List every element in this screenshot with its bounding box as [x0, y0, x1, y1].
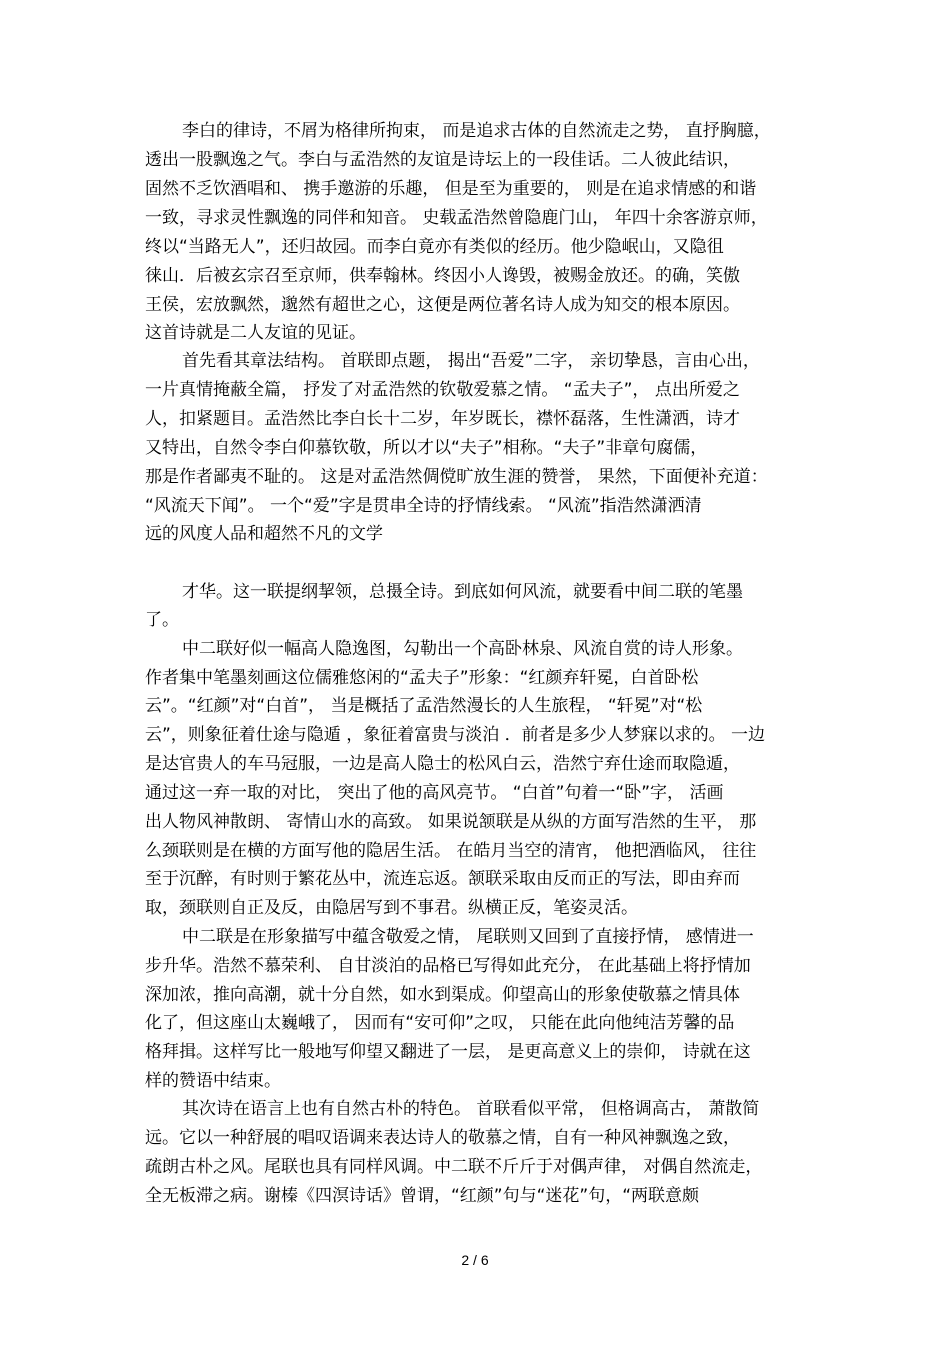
text-line: 才华。这一联提纲挈领，总摄全诗。到底如何风流，就要看中间二联的笔墨 — [182, 582, 743, 602]
text-line: 疏朗古朴之风。尾联也具有同样风调。中二联不斤斤于对偶声律， 对偶自然流走， — [145, 1157, 763, 1177]
text-line: 云”。“红颜”对“白首”， 当是概括了孟浩然漫长的人生旅程， “轩冕”对“松 — [145, 696, 703, 716]
text-line: 步升华。浩然不慕荣利、 自甘淡泊的品格已写得如此充分， 在此基础上将抒情加 — [145, 956, 751, 976]
text-line: 一片真情掩蔽全篇， 抒发了对孟浩然的钦敬爱慕之情。 “孟夫子”， 点出所爱之 — [145, 380, 740, 400]
text-line: 那是作者鄙夷不耻的。 这是对孟浩然倜傥旷放生涯的赞誉， 果然，下面便补充道： — [145, 467, 768, 487]
text-line: 一致，寻求灵性飘逸的同伴和知音。 史载孟浩然曾隐鹿门山， 年四十余客游京师， — [145, 208, 768, 228]
text-line: 这首诗就是二人友谊的见证。 — [145, 323, 366, 343]
text-line: 全无板滞之病。谢榛《四溟诗话》曾谓，“红颜”句与“迷花”句，“两联意颇 — [145, 1186, 700, 1206]
text-line: 中二联好似一幅高人隐逸图，勾勒出一个高卧林泉、风流自赏的诗人形象。 — [182, 639, 743, 659]
text-line: 固然不乏饮酒唱和、 携手邀游的乐趣， 但是至为重要的， 则是在追求情感的和谐 — [145, 179, 757, 199]
page-number: 2 / 6 — [461, 1252, 489, 1268]
text-line: 格拜揖。这样写比一般地写仰望又翻进了一层， 是更高意义上的崇仰， 诗就在这 — [145, 1042, 751, 1062]
text-line: 出人物风神散朗、 寄情山水的高致。 如果说颔联是从纵的方面写浩然的生平， 那 — [145, 812, 757, 832]
text-line: 其次诗在语言上也有自然古朴的特色。 首联看似平常， 但格调高古， 萧散简 — [182, 1099, 760, 1119]
text-line: 云”，则象征着仕途与隐遁 ，象征着富贵与淡泊 ．前者是多少人梦寐以求的。 一边 — [145, 725, 766, 745]
text-line: “风流天下闻”。 一个“爱”字是贯串全诗的抒情线索。 “风流”指浩然潇洒清 — [145, 496, 702, 516]
text-line: 徕山．后被玄宗召至京师，供奉翰林。终因小人谗毁，被赐金放还。的确，笑傲 — [145, 266, 740, 286]
text-line: 深加浓，推向高潮，就十分自然，如水到渠成。仰望高山的形象使敬慕之情具体 — [145, 985, 740, 1005]
text-line: 化了，但这座山太巍峨了， 因而有“安可仰”之叹， 只能在此向他纯洁芳馨的品 — [145, 1013, 735, 1033]
text-line: 样的赞语中结束。 — [145, 1071, 281, 1091]
text-line: 是达官贵人的车马冠服，一边是高人隐士的松风白云，浩然宁弃仕途而取隐遁， — [145, 754, 740, 774]
text-line: 王侯，宏放飘然，邈然有超世之心，这便是两位著名诗人成为知交的根本原因。 — [145, 295, 740, 315]
text-line: 远的风度人品和超然不凡的文学 — [145, 524, 383, 544]
text-line: 透出一股飘逸之气。李白与孟浩然的友谊是诗坛上的一段佳话。二人彼此结识， — [145, 150, 740, 170]
text-line: 了。 — [145, 610, 179, 630]
text-line: 首先看其章法结构。 首联即点题， 揭出“吾爱”二字， 亲切挚恳，言由心出， — [182, 351, 760, 371]
text-line: 远。它以一种舒展的唱叹语调来表达诗人的敬慕之情，自有一种风神飘逸之致， — [145, 1128, 740, 1148]
text-line: 又特出，自然令李白仰慕钦敬，所以才以“夫子”相称。“夫子”非章句腐儒， — [145, 438, 708, 458]
text-line: 作者集中笔墨刻画这位儒雅悠闲的“孟夫子”形象：“红颜弃轩冕，白首卧松 — [145, 668, 699, 688]
text-line: 至于沉醉，有时则于繁花丛中，流连忘返。颔联采取由反而正的写法，即由弃而 — [145, 869, 740, 889]
text-line: 人，扣紧题目。孟浩然比李白长十二岁，年岁既长，襟怀磊落，生性潇洒，诗才 — [145, 409, 740, 429]
text-line: 李白的律诗，不屑为格律所拘束， 而是追求古体的自然流走之势， 直抒胸臆， — [182, 121, 771, 141]
text-line: 通过这一弃一取的对比， 突出了他的高风亮节。 “白首”句着一“卧”字， 活画 — [145, 783, 724, 803]
text-line: 取，颈联则自正及反，由隐居写到不事君。纵横正反，笔姿灵活。 — [145, 898, 638, 918]
text-line: 么颈联则是在横的方面写他的隐居生活。 在皓月当空的清宵， 他把酒临风， 往往 — [145, 841, 757, 861]
text-line: 中二联是在形象描写中蕴含敬爱之情， 尾联则又回到了直接抒情， 感情进一 — [182, 927, 754, 947]
text-line: 终以“当路无人”，还归故园。而李白竟亦有类似的经历。他少隐岷山，又隐徂 — [145, 237, 724, 257]
